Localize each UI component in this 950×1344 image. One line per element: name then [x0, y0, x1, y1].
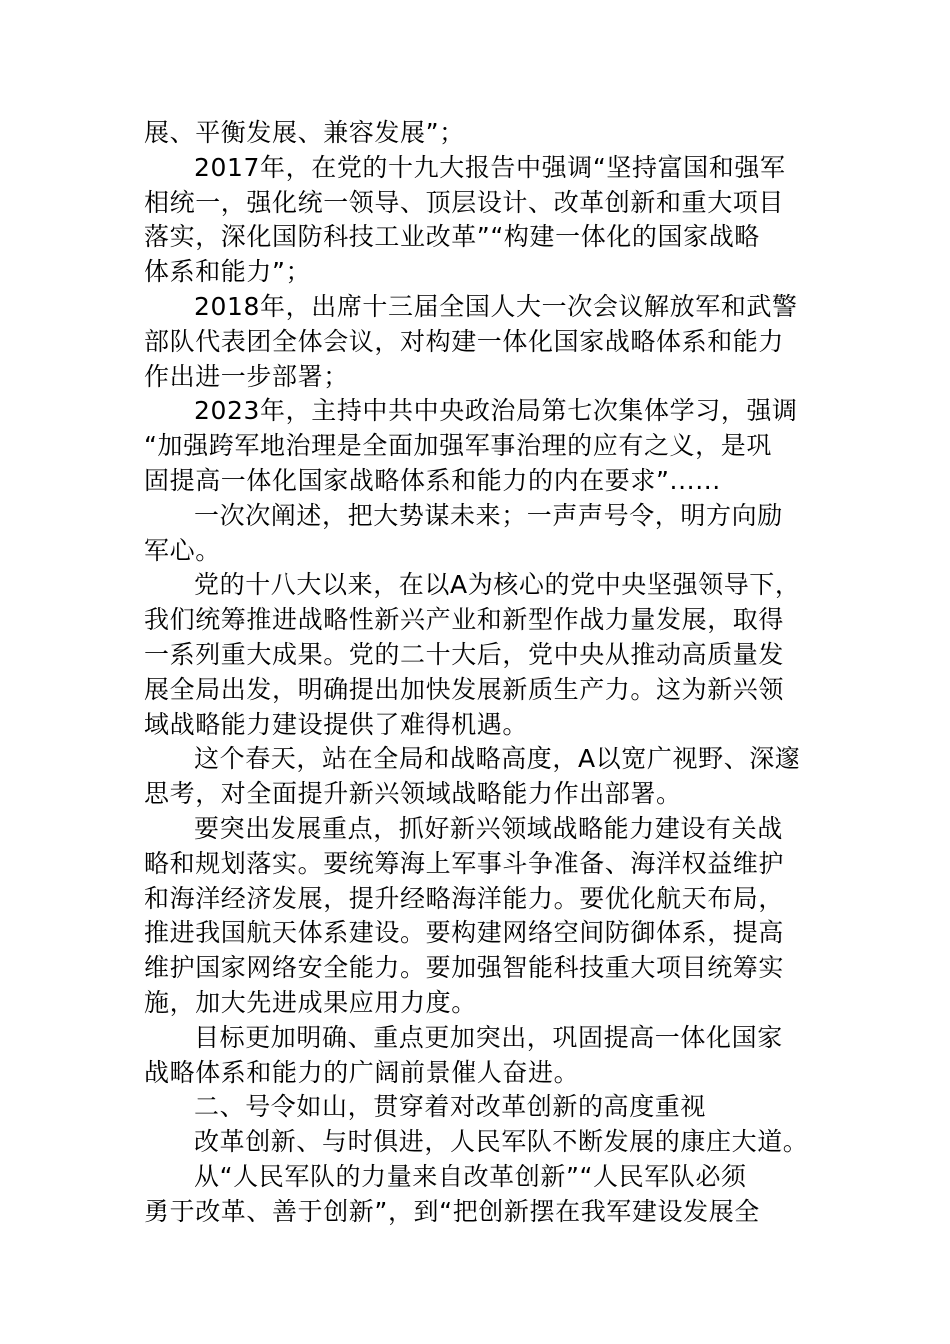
text-line: 战略体系和能力的广阔前景催人奋进。 [144, 1057, 580, 1087]
text-line: 体系和能力”； [144, 257, 312, 287]
text-line: 勇于改革、善于创新”，到“把创新摆在我军建设发展全 [144, 1196, 760, 1226]
text-line: 2018年，出席十三届全国人大一次会议解放军和武警 [194, 291, 798, 321]
text-line: 一系列重大成果。党的二十大后，党中央从推动高质量发 [144, 639, 785, 669]
text-line: 从“人民军队的力量来自改革创新”“人民军队必须 [194, 1161, 747, 1191]
text-line: 施，加大先进成果应用力度。 [144, 987, 477, 1017]
text-line: “加强跨军地治理是全面加强军事治理的应有之义，是巩 [144, 431, 772, 461]
text-line: 目标更加明确、重点更加突出，巩固提高一体化国家 [194, 1022, 783, 1052]
text-line: 一次次阐述，把大势谋未来；一声声号令，明方向励 [194, 500, 783, 530]
text-line: 域战略能力建设提供了难得机遇。 [144, 709, 529, 739]
text-line: 作出进一步部署； [144, 361, 349, 391]
section-heading: 二、号令如山，贯穿着对改革创新的高度重视 [194, 1092, 707, 1122]
text-line: 固提高一体化国家战略体系和能力的内在要求”...... [144, 465, 721, 495]
text-line: 这个春天，站在全局和战略高度，A以宽广视野、深邃 [194, 744, 801, 774]
text-line: 要突出发展重点，抓好新兴领域战略能力建设有关战 [194, 813, 783, 843]
text-line: 和海洋经济发展，提升经略海洋能力。要优化航天布局， [144, 883, 785, 913]
text-line: 相统一，强化统一领导、顶层设计、改革创新和重大项目 [144, 187, 785, 217]
text-line: 展全局出发，明确提出加快发展新质生产力。这为新兴领 [144, 674, 785, 704]
text-line: 改革创新、与时俱进，人民军队不断发展的康庄大道。 [194, 1127, 809, 1157]
text-line: 落实，深化国防科技工业改革”“构建一体化的国家战略 [144, 222, 760, 252]
text-line: 部队代表团全体会议，对构建一体化国家战略体系和能力 [144, 326, 785, 356]
text-line: 2017年，在党的十九大报告中强调“坚持富国和强军 [194, 152, 786, 182]
text-line: 2023年，主持中共中央政治局第七次集体学习，强调 [194, 396, 798, 426]
text-line: 党的十八大以来，在以A为核心的党中央坚强领导下， [194, 570, 801, 600]
document-body [144, 116, 812, 1230]
text-line: 略和规划落实。要统筹海上军事斗争准备、海洋权益维护 [144, 848, 785, 878]
text-line: 思考，对全面提升新兴领域战略能力作出部署。 [144, 779, 682, 809]
text-line: 我们统筹推进战略性新兴产业和新型作战力量发展，取得 [144, 605, 785, 635]
text-line: 维护国家网络安全能力。要加强智能科技重大项目统筹实 [144, 953, 785, 983]
text-line: 推进我国航天体系建设。要构建网络空间防御体系，提高 [144, 918, 785, 948]
text-line: 军心。 [144, 535, 221, 565]
text-line: 展、平衡发展、兼容发展”； [144, 118, 465, 147]
